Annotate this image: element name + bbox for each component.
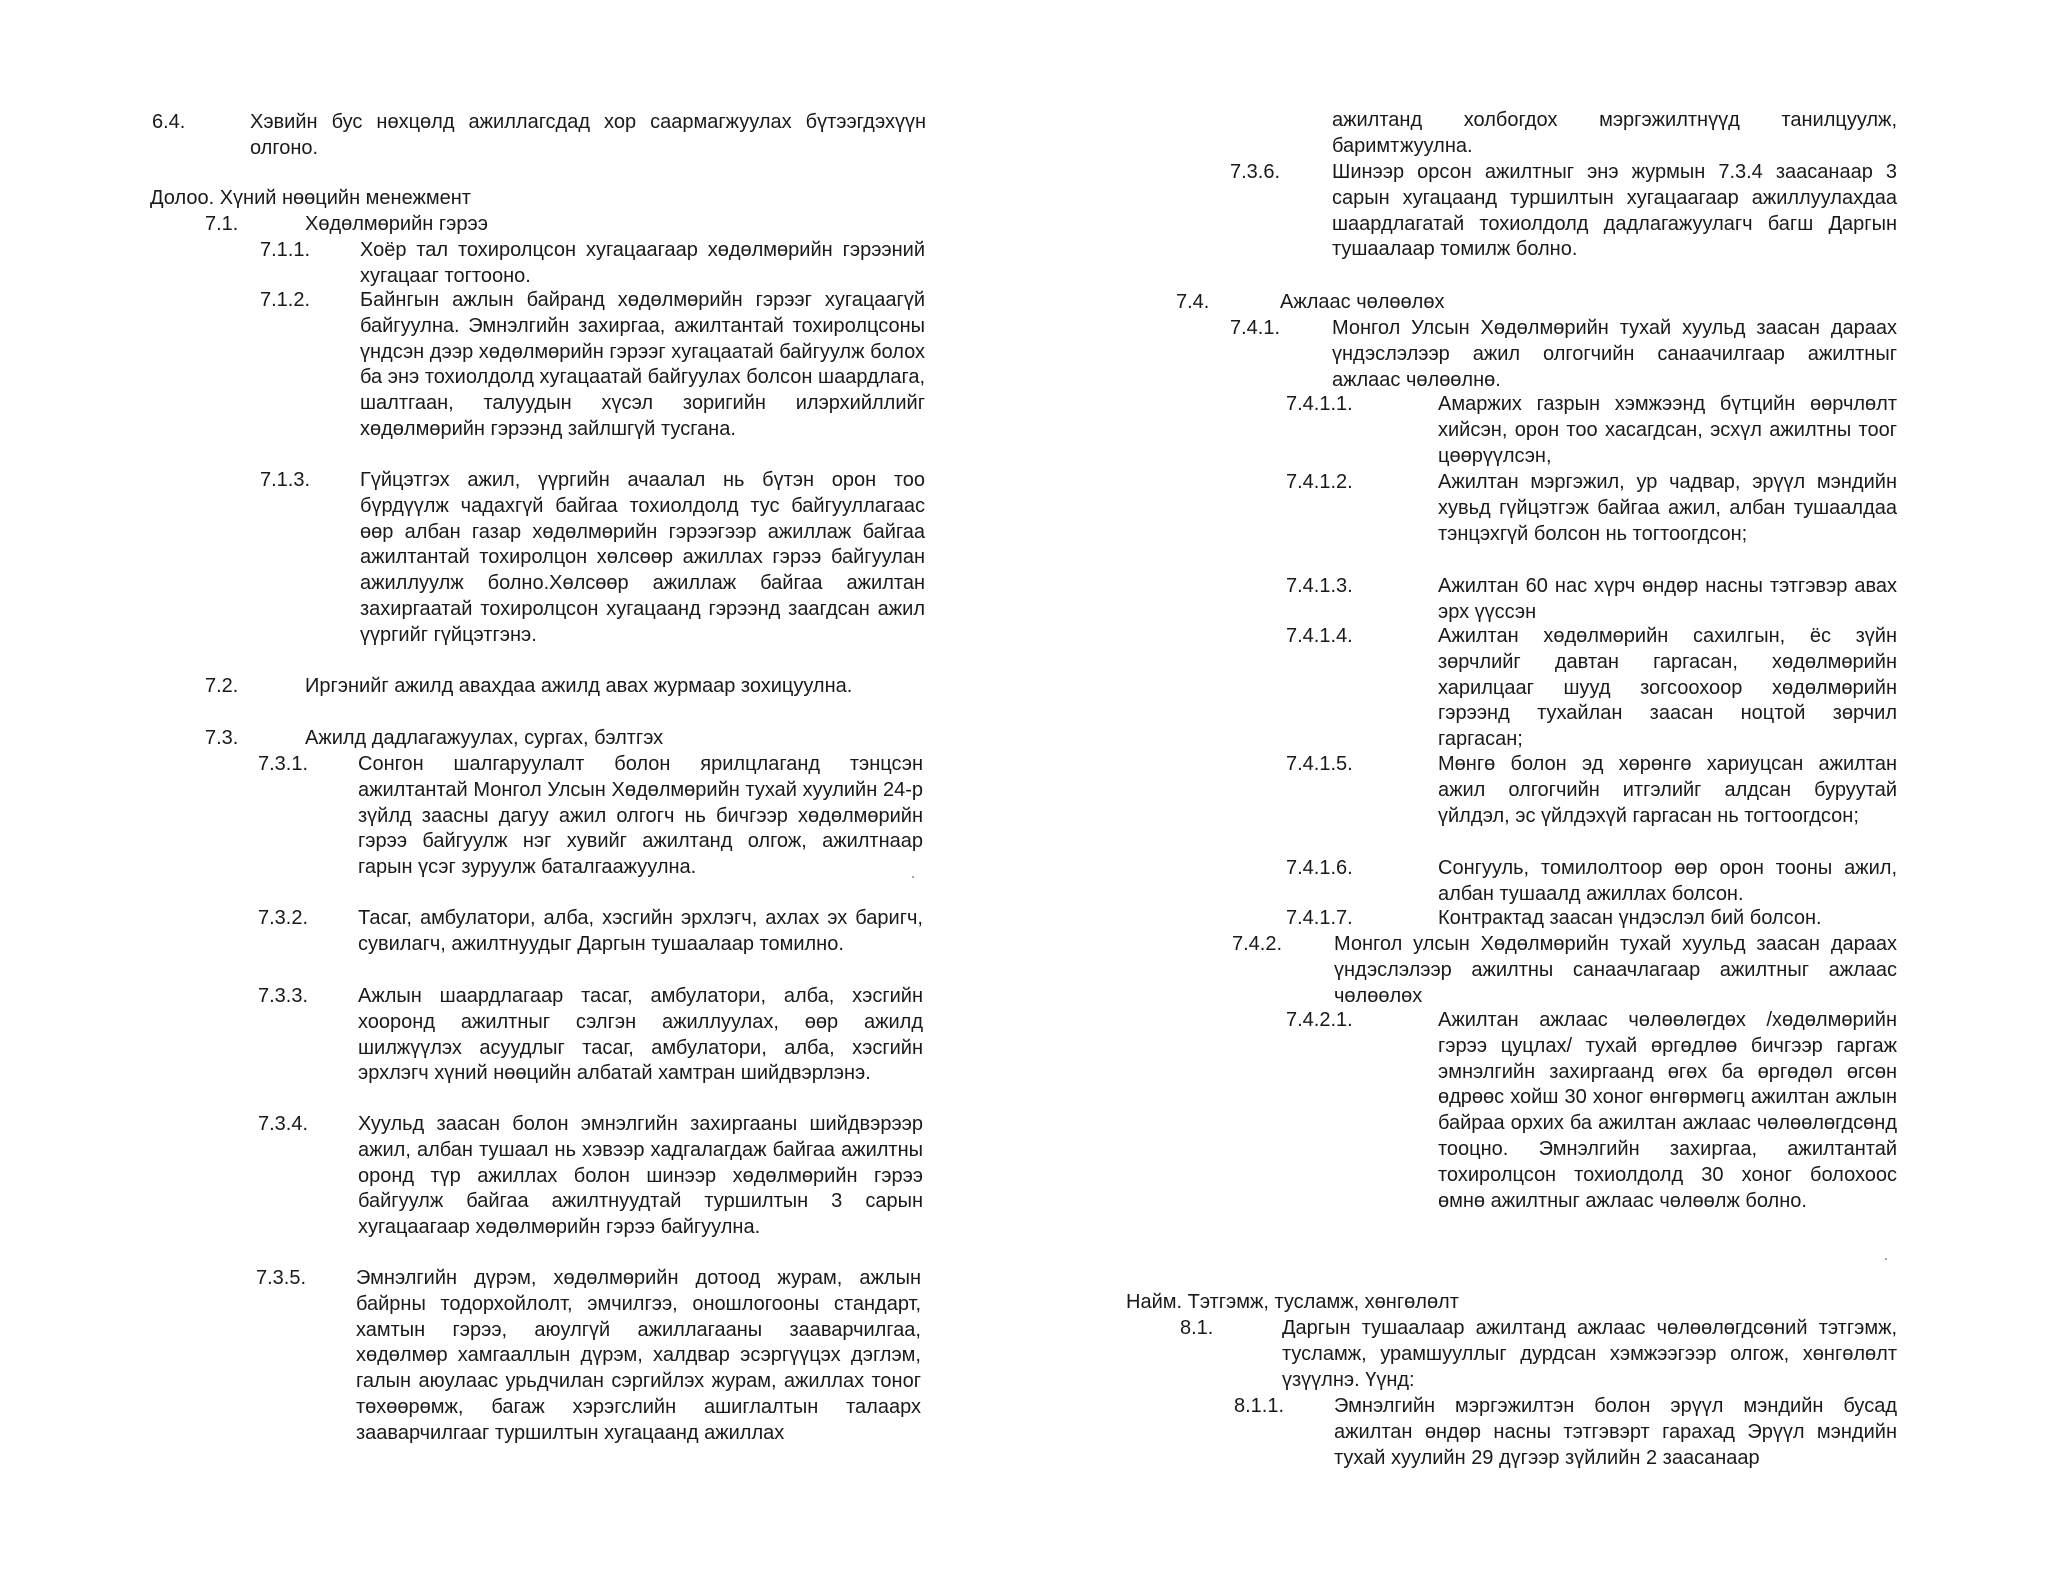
clause-text: Монгол Улсын Хөдөлмөрийн тухай хуульд заасан дараах үндэслэлээр ажил олгогчийн санаачилгаар ажилтныг ажлаас чөлөөлнө. (1332, 317, 1897, 391)
clause-text: Сонгон шалгаруулалт болон ярилцлаганд тэнцсэн ажилтантай Монгол Улсын Хөдөлмөрийн тухай хуулийн 24-р зүйлд заасны дагуу ажил олгогч нь бичгээр хөдөлмөрийн гэрээ байгуулж нэг хувийг ажилтанд олгож, ажилтнаар гарын үсэг зуруулж баталгаажуулна. (358, 753, 923, 879)
clause-text: Иргэнийг ажилд авахдаа ажилд авах журмаар зохицуулна. (305, 675, 853, 697)
clause-number: 7.3.6. (1230, 161, 1281, 183)
clause-number: 7.3.1. (258, 753, 309, 775)
clause-text: Ажлаас чөлөөлөх (1280, 291, 1445, 313)
clause-number: 6.4. (152, 111, 186, 133)
clause-number: 7.1.2. (260, 289, 311, 311)
clause-number: 7.3.5. (256, 1267, 307, 1289)
clause-number: 7.4.1.6. (1286, 857, 1353, 879)
clause-text: Хуульд заасан болон эмнэлгийн захиргааны шийдвэрээр ажил, албан тушаал нь хэвээр хадгалагдаж байгаа ажилтны оронд түр ажиллах болон шинээр хөдөлмөрийн гэрээ байгуулж байгаа ажилтнуудтай туршилтын 3 сарын хугацаагаар хөдөлмөрийн гэрээ байгуулна. (358, 1113, 923, 1239)
clause-text: Сонгууль, томилолтоор өөр орон тооны ажил, албан тушаалд ажиллах болсон. (1438, 857, 1897, 905)
clause-text: Амаржих газрын хэмжээнд бүтцийн өөрчлөлт хийсэн, орон тоо хасагдсан, эсхүл ажилтны тоог цөөрүүлсэн, (1438, 393, 1897, 467)
clause-text: Ажилтан 60 нас хүрч өндөр насны тэтгэвэр авах эрх үүссэн (1438, 575, 1897, 623)
clause-text: Эмнэлгийн мэргэжилтэн болон эрүүл мэндийн бусад ажилтан өндөр насны тэтгэвэрт гарахад Эрүүл мэндийн тухай хуулийн 29 дүгээр зүйлийн 2 заасанаар (1334, 1395, 1897, 1469)
clause-number: 7.4.1.2. (1286, 471, 1353, 493)
scan-speck (912, 876, 914, 878)
clause-number: 7.1. (205, 213, 239, 235)
clause-text: Эмнэлгийн дүрэм, хөдөлмөрийн дотоод журам, ажлын байрны тодорхойлолт, эмчилгээ, оношлогооны стандарт, хамтын гэрээ, аюулгүй ажиллагааны зааварчилгаа, хөдөлмөр хамгааллын дүрэм, халдвар эсэргүүцэх дэглэм, галын аюулаас урьдчилан сэргийлэх журам, ажиллах тоног төхөөрөмж, багаж хэрэгслийн ашиглалтын талаарх зааварчилгааг туршилтын хугацаанд ажиллах (356, 1267, 921, 1444)
clause-text: Ажилтан ажлаас чөлөөлөгдөх /хөдөлмөрийн гэрээ цуцлах/ тухай өргөдлөө бичгээр гаргаж эмнэлгийн захиргаанд өгөх ба өргөдөл өгсөн өдрөөс хойш 30 хоног өнгөрмөгц ажилтан ажлын байраа орхих ба ажилтан ажлаас чөлөөлөгдсөнд тооцно. Эмнэлгийн захиргаа, ажилтантай тохиролцсон тохиолдолд 30 хоног болохоос өмнө ажилтныг ажлаас чөлөөлж болно. (1438, 1009, 1897, 1212)
clause-text: Даргын тушаалаар ажилтанд ажлаас чөлөөлөгдсөний тэтгэмж, тусламж, урамшууллыг дурдсан хэмжээгээр олгож, хөнгөлөлт үзүүлнэ. Үүнд: (1282, 1317, 1897, 1391)
clause-number: 8.1. (1180, 1317, 1214, 1339)
clause-number: 7.1.3. (260, 469, 311, 491)
clause-number: 7.4.1.1. (1286, 393, 1353, 415)
clause-number: 7.4.2.1. (1286, 1009, 1353, 1031)
clause-number: 7.3.3. (258, 985, 309, 1007)
clause-text: Тасаг, амбулатори, алба, хэсгийн эрхлэгч, ахлах эх баригч, сувилагч, ажилтнуудыг Даргын тушаалаар томилно. (358, 907, 923, 955)
clause-number: 7.4.2. (1232, 933, 1283, 955)
clause-text: Хөдөлмөрийн гэрээ (305, 213, 488, 235)
clause-number: 7.4.1.3. (1286, 575, 1353, 597)
clause-number: 7.4.1.7. (1286, 907, 1353, 929)
clause-text: Гүйцэтгэх ажил, үүргийн ачаалал нь бүтэн орон тоо бүрдүүлж чадахгүй байгаа тохиолдолд тус байгууллагаас өөр албан газар хөдөлмөрийн гэрээгээр ажиллаж байгаа ажилтантай тохиролцон хөлсөөр ажиллах гэрээ байгуулан ажиллуулж болно.Хөлсөөр ажиллаж байгаа ажилтан захиргаатай тохиролцсон хугацаанд гэрээнд заагдсан ажил үүргийг гүйцэтгэнэ. (360, 469, 925, 646)
clause-text: Ажилд дадлагажуулах, сургах, бэлтгэх (305, 727, 664, 749)
section-7-title: Долоо. Хүний нөөцийн менежмент (150, 187, 471, 209)
clause-number: 7.3.4. (258, 1113, 309, 1135)
clause-number: 7.3. (205, 727, 239, 749)
clause-number: 7.4.1.5. (1286, 753, 1353, 775)
clause-text: Ажилтан хөдөлмөрийн сахилгын, ёс зүйн зөрчлийг давтан гаргасан, хөдөлмөрийн харилцааг шууд зогсоохоор хөдөлмөрийн гэрээнд тухайлан заасан ноцтой зөрчил гаргасан; (1438, 625, 1897, 751)
clause-text: Монгол улсын Хөдөлмөрийн тухай хуульд заасан дараах үндэслэлээр ажилтны санаачлагаар ажилтныг ажлаас чөлөөлөх (1334, 933, 1897, 1007)
scan-speck (1885, 1258, 1887, 1260)
clause-number: 7.3.2. (258, 907, 309, 929)
clause-text: ажилтанд холбогдох мэргэжилтнүүд танилцуулж, баримтжуулна. (1332, 109, 1897, 157)
clause-text: Контрактад заасан үндэслэл бий болсон. (1438, 907, 1822, 929)
clause-text: Мөнгө болон эд хөрөнгө хариуцсан ажилтан ажил олгогчийн итгэлийг алдсан буруутай үйлдэл, эс үйлдэхүй гаргасан нь тогтоогдсон; (1438, 753, 1897, 827)
clause-number: 7.4.1.4. (1286, 625, 1353, 647)
clause-text: Байнгын ажлын байранд хөдөлмөрийн гэрээг хугацаагүй байгуулна. Эмнэлгийн захиргаа, ажилтантай тохиролцсоны үндсэн дээр хөдөлмөрийн гэрээг хугацаатай байгуулж болох ба энэ тохиолдолд хугацаатай байгуулах болсон шаардлага, шалтгаан, талуудын хүсэл зоригийн илэрхийллийг хөдөлмөрийн гэрээнд зайлшгүй тусгана. (360, 289, 925, 440)
clause-number: 7.4.1. (1230, 317, 1281, 339)
clause-text: Шинээр орсон ажилтныг энэ журмын 7.3.4 заасанаар 3 сарын хугацаанд туршилтын хугацаагаар ажиллуулахдаа шаардлагатай тохиолдолд дадлагажуулагч багш Даргын тушаалаар томилж болно. (1332, 161, 1897, 261)
clause-number: 7.2. (205, 675, 239, 697)
clause-text: Хоёр тал тохиролцсон хугацаагаар хөдөлмөрийн гэрээний хугацааг тогтооно. (360, 239, 925, 287)
clause-number: 8.1.1. (1234, 1395, 1285, 1417)
section-8-title: Найм. Тэтгэмж, тусламж, хөнгөлөлт (1126, 1291, 1459, 1313)
clause-number: 7.4. (1176, 291, 1210, 313)
clause-text: Ажилтан мэргэжил, ур чадвар, эрүүл мэндийн хувьд гүйцэтгэж байгаа ажил, албан тушаалдаа тэнцэхгүй болсон нь тогтоогдсон; (1438, 471, 1897, 545)
clause-text: Ажлын шаардлагаар тасаг, амбулатори, алба, хэсгийн хооронд ажилтныг сэлгэн ажиллуулах, өөр ажилд шилжүүлэх асуудлыг тасаг, амбулатори, алба, хэсгийн эрхлэгч хүний нөөцийн албатай хамтран шийдвэрлэнэ. (358, 985, 923, 1085)
clause-number: 7.1.1. (260, 239, 311, 261)
clause-text: Хэвийн бус нөхцөлд ажиллагсдад хор саармагжуулах бүтээгдэхүүн олгоно. (250, 111, 926, 159)
